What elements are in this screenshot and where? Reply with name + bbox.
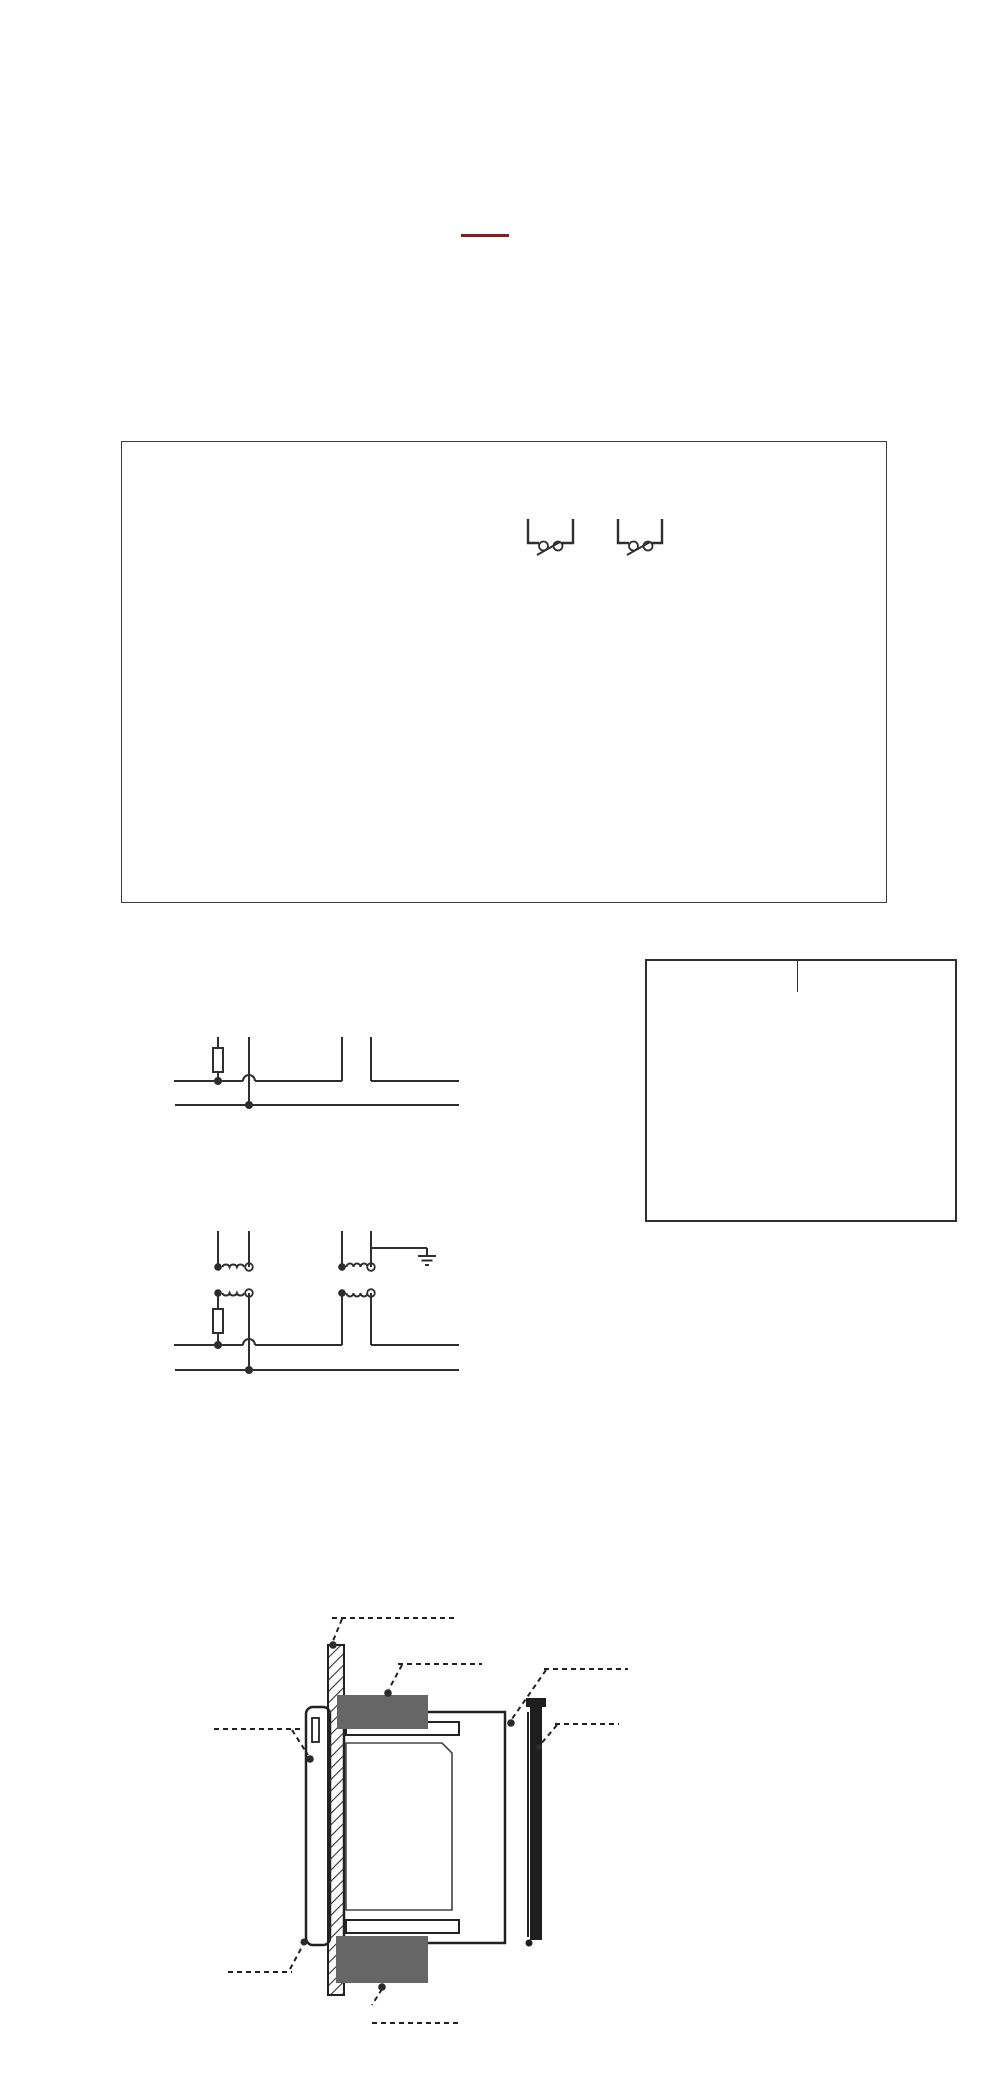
meter-body	[344, 1712, 505, 1943]
ground-icon	[418, 1248, 436, 1265]
ct-winding-bottom-icon	[347, 1293, 368, 1297]
terminal-wiring-svg	[122, 442, 885, 901]
diagram-1-2-wires	[174, 1231, 459, 1374]
title-accent-rule	[461, 234, 509, 237]
fixing-clip-bottom	[336, 1936, 428, 1983]
relay-contact-al2-icon	[618, 519, 662, 555]
fixing-clip-top	[337, 1695, 428, 1729]
install-diagram	[140, 1585, 720, 2030]
fuse-icon	[213, 1048, 223, 1072]
pt-winding-top-icon	[222, 1264, 244, 1267]
clip-rail-bottom	[346, 1920, 459, 1933]
relay-contact-al1-icon	[528, 519, 573, 555]
bezel-button	[312, 1718, 319, 1742]
terminal-block	[505, 1712, 528, 1937]
diagram-1-1-wires	[174, 1037, 459, 1109]
fuse-icon	[213, 1309, 223, 1333]
diagram-1-2	[75, 1183, 487, 1393]
desc-column-header	[797, 961, 955, 992]
pt-winding-bottom-icon	[222, 1293, 244, 1296]
terminal-wiring-diagram	[121, 441, 887, 903]
ct-winding-top-icon	[347, 1264, 368, 1268]
diagram-1-1	[75, 988, 487, 1125]
symbol-table	[645, 959, 957, 1222]
symbol-column-header	[647, 961, 797, 992]
